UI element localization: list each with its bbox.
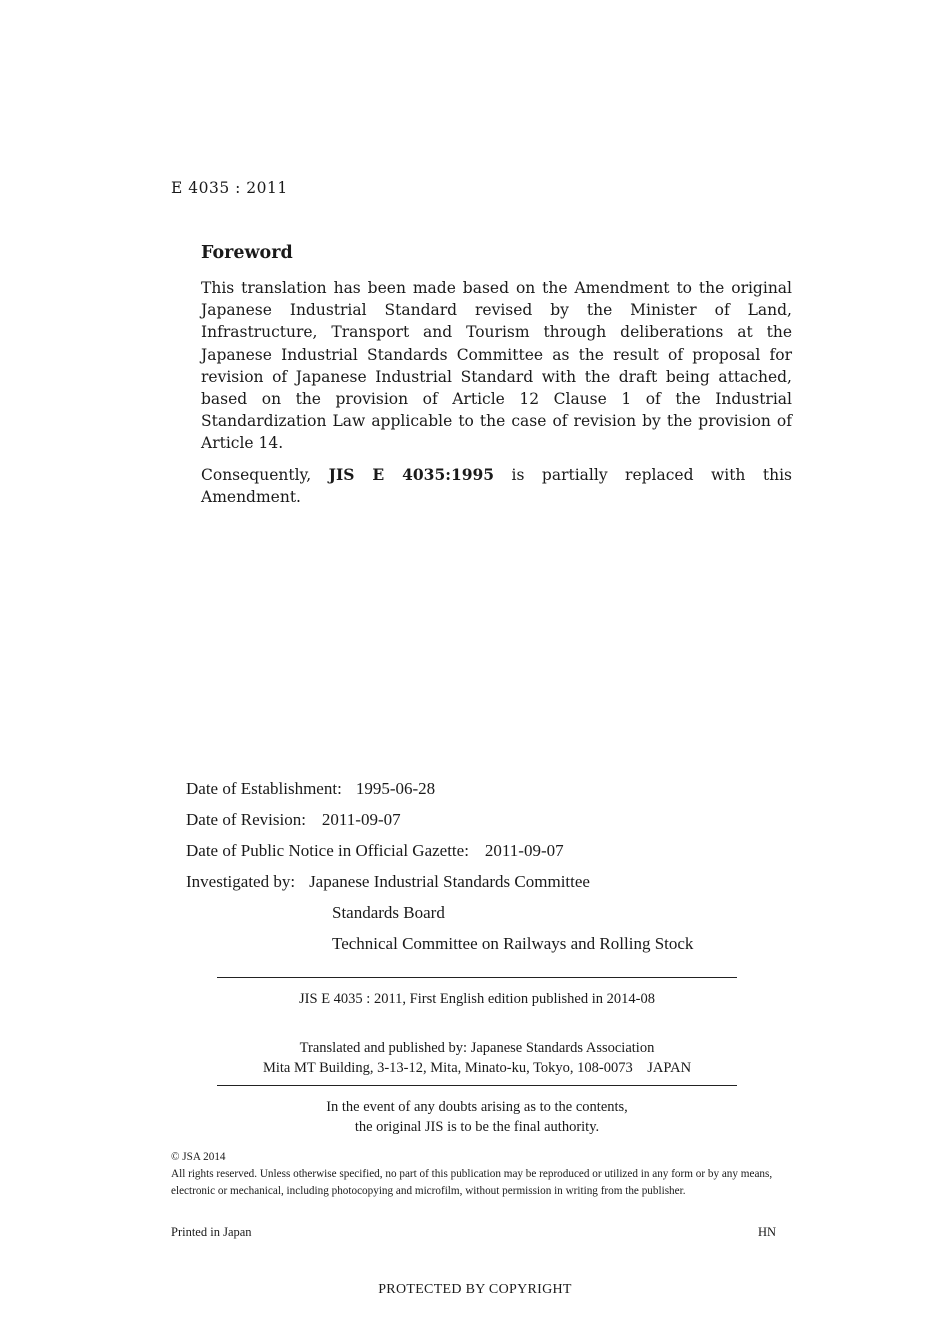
replaced-standard-ref: JIS E 4035:1995 <box>328 464 495 484</box>
revision-row <box>186 810 693 841</box>
rights-text: All rights reserved. Unless otherwise specified, no part of this publication may be reproduced or utilized in any form or by any means, electronic or mechanical, including photocopying and microfilm, without permission in writing from the publisher. <box>171 1168 773 1197</box>
printer-code: HN <box>758 1225 777 1239</box>
gazette-value: 2011-09-07 <box>484 841 564 860</box>
investigated-label: Investigated by: <box>186 872 296 891</box>
foreword-body <box>201 277 792 517</box>
printed-in: Printed in Japan <box>171 1225 252 1239</box>
investigated-row <box>186 872 693 903</box>
establishment-value: 1995-06-28 <box>355 779 436 798</box>
gazette-label: Date of Public Notice in Official Gazette: <box>186 841 469 860</box>
investigated-line-1: Japanese Industrial Standards Committee <box>309 872 590 891</box>
establishment-label: Date of Establishment: <box>186 779 342 798</box>
copyright-symbol-line: © JSA 2014 <box>171 1151 226 1163</box>
foreword-paragraph-1: This translation has been made based on the Amendment to the original Japanese Industrial Standard revised by the Minister of Land, Infrastructure, Transport and Tourism through deliberations at the Japanese Industrial Standards Committee as the result of proposal for revision of Japanese Industrial Standard with the draft being attached, based on the provision of Article 12 Clause 1 of the Industrial Standardization Law applicable to the case of revision by the provision of Article 14. <box>201 279 792 453</box>
establishment-row <box>186 779 693 810</box>
revision-label: Date of Revision: <box>186 810 306 829</box>
authority-line-1: In the event of any doubts arising as to the contents, <box>326 1099 628 1115</box>
dates-block <box>186 779 693 965</box>
foreword-title: Foreword <box>201 243 293 263</box>
edition-line: JIS E 4035 : 2011, First English edition published in 2014-08 <box>299 991 655 1007</box>
foreword-paragraph-2-prefix: Consequently, <box>201 465 329 484</box>
protected-notice: PROTECTED BY COPYRIGHT <box>378 1282 572 1297</box>
document-code: E 4035 : 2011 <box>171 179 288 197</box>
foreword-paragraph-2 <box>201 464 792 508</box>
divider-bottom <box>217 1085 737 1086</box>
authority-line-2: the original JIS is to be the final authority. <box>354 1119 600 1135</box>
publisher-line-1: Translated and published by: Japanese Standards Association <box>299 1040 655 1056</box>
foreword-paragraph-2-suffix: is partially replaced with this Amendment. <box>201 465 792 506</box>
divider-top <box>217 977 737 978</box>
revision-value: 2011-09-07 <box>321 810 401 829</box>
investigated-line-3: Technical Committee on Railways and Rolling Stock <box>332 934 694 953</box>
investigated-line-2: Standards Board <box>332 903 445 922</box>
gazette-row <box>186 841 693 872</box>
publisher-line-2: Mita MT Building, 3-13-12, Mita, Minato-ku, Tokyo, 108-0073 JAPAN <box>262 1060 692 1076</box>
